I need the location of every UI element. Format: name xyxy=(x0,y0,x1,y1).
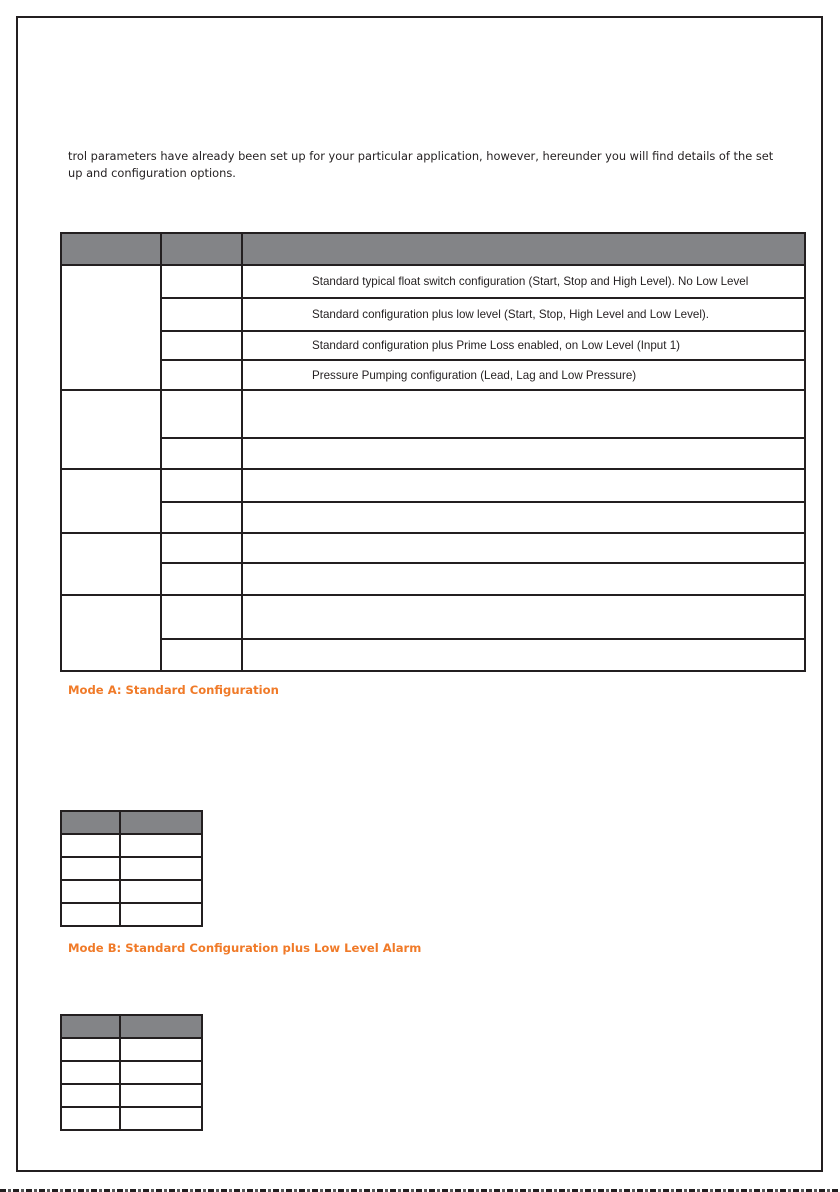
table-row xyxy=(61,298,805,331)
table-row xyxy=(61,595,805,639)
intro-paragraph xyxy=(68,148,808,182)
table-header xyxy=(61,233,805,265)
config-desc: Standard configuration plus low level (Start, Stop, High Level and Low Level). xyxy=(242,298,805,331)
config-desc: Pressure Pumping configuration (Lead, Lag and Low Pressure) xyxy=(242,360,805,390)
config-desc: Standard configuration plus Prime Loss enabled, on Low Level (Input 1) xyxy=(242,331,805,360)
configuration-table xyxy=(60,232,806,672)
table-row xyxy=(61,331,805,360)
table-row xyxy=(61,438,805,469)
table-row xyxy=(61,903,202,926)
table-row xyxy=(61,390,805,438)
table-row xyxy=(61,533,805,563)
table-row xyxy=(61,1107,202,1130)
table-row xyxy=(61,1084,202,1107)
mode-a-heading: Mode A: Standard Configuration xyxy=(68,683,279,697)
table-row xyxy=(61,265,805,298)
table-row xyxy=(61,563,805,595)
table-row xyxy=(61,857,202,880)
table-row xyxy=(61,1061,202,1084)
mode-b-table xyxy=(60,1014,203,1131)
table-row xyxy=(61,880,202,903)
mode-a-table xyxy=(60,810,203,927)
table-row xyxy=(61,834,202,857)
table-row xyxy=(61,639,805,671)
table-row xyxy=(61,502,805,533)
table-header xyxy=(61,811,202,834)
config-desc: Standard typical float switch configuration (Start, Stop and High Level). No Low Level xyxy=(242,265,805,298)
table-row xyxy=(61,360,805,390)
table-row xyxy=(61,469,805,502)
intro-line-2: up and configuration options. xyxy=(68,166,236,180)
table-row xyxy=(61,1038,202,1061)
mode-b-heading: Mode B: Standard Configuration plus Low Level Alarm xyxy=(68,941,422,955)
intro-line-1: trol parameters have already been set up for your particular application, however, hereunder you will find details of the set xyxy=(68,149,774,163)
table-header xyxy=(61,1015,202,1038)
